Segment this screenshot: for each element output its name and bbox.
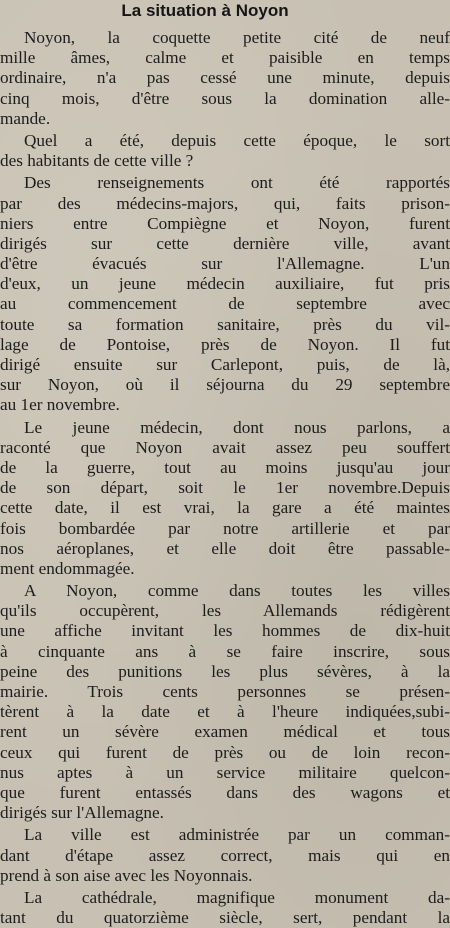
text-line: niers entre Compiègne et Noyon, furent: [0, 213, 450, 233]
text-line: Quel a été, depuis cette époque, le sort: [24, 130, 450, 150]
text-line: Noyon, la coquette petite cité de neuf: [24, 28, 450, 47]
paragraph-1: [0, 28, 450, 129]
text-line: que furent entassés dans des wagons et: [0, 782, 450, 802]
text-line: par des médecins-majors, qui, faits prison-: [0, 193, 450, 213]
text-line: ment endommagée.: [0, 558, 135, 578]
text-line: dant d'étape assez correct, mais qui en: [0, 845, 450, 865]
text-line: à cinquante ans à se faire inscrire, sous: [0, 641, 450, 661]
text-line: mille âmes, calme et paisible en temps: [0, 48, 450, 68]
text-line: A Noyon, comme dans toutes les villes: [24, 581, 450, 601]
paragraph-6: [0, 825, 450, 886]
text-line: ordinaire, n'a pas cessé une minute, depuis: [0, 68, 450, 88]
text-line: au 1er novembre.: [0, 395, 120, 415]
text-line: nus aptes à un service militaire quelcon-: [0, 762, 450, 782]
text-line: tant du quatorzième siècle, sert, pendant la: [0, 908, 450, 928]
text-line: d'être évacués sur l'Allemagne. L'un: [0, 254, 450, 274]
paragraph-2: [0, 131, 450, 171]
text-line: fois bombardée par notre artillerie et par: [0, 518, 450, 538]
text-line: de la guerre, tout au moins jusqu'au jour: [0, 457, 450, 477]
paragraph-7: [0, 888, 450, 928]
text-line: lage de Pontoise, près de Noyon. Il fut: [0, 334, 450, 354]
text-line: qu'ils occupèrent, les Allemands rédigèrent: [0, 601, 450, 621]
text-line: La ville est administrée par un comman-: [24, 825, 450, 845]
text-line: La cathédrale, magnifique monument da-: [24, 887, 450, 907]
text-line: dirigés sur l'Allemagne.: [0, 803, 164, 823]
text-line: une affiche invitant les hommes de dix-huit: [0, 621, 450, 641]
text-line: prend à son aise avec les Noyonnais.: [0, 865, 253, 885]
text-line: raconté que Noyon avait assez peu souffert: [0, 437, 450, 457]
text-line: dirigés sur cette dernière ville, avant: [0, 233, 450, 253]
text-line: rent un sévère examen médical et tous: [0, 722, 450, 742]
text-line: dirigé ensuite sur Carlepont, puis, de là,: [0, 355, 450, 374]
paragraph-3: [0, 173, 450, 415]
text-line: de son départ, soit le 1er novembre.Depuis: [0, 478, 450, 498]
paragraph-5: [0, 581, 450, 823]
text-line: cinq mois, d'être sous la domination alle-: [0, 88, 450, 108]
text-line: ceux qui furent de près ou de loin recon-: [0, 742, 450, 762]
text-line: Le jeune médecin, dont nous parlons, a: [24, 417, 450, 437]
article-body: [0, 28, 450, 928]
text-line: peine des punitions les plus sévères, à la: [0, 661, 450, 681]
text-line: toute sa formation sanitaire, près du vil-: [0, 314, 450, 334]
paragraph-4: [0, 418, 450, 580]
text-line: tèrent à la date et à l'heure indiquées,subi-: [0, 702, 450, 722]
text-line: des habitants de cette ville ?: [0, 151, 194, 171]
text-line: Des renseignements ont été rapportés: [24, 173, 450, 193]
text-line: mande.: [0, 108, 51, 128]
text-line: d'eux, un jeune médecin auxiliaire, fut pris: [0, 274, 450, 294]
text-line: au commencement de septembre avec: [0, 294, 450, 314]
text-line: cette date, il est vrai, la gare a été maintes: [0, 498, 450, 518]
text-line: sur Noyon, où il séjourna du 29 septembre: [0, 375, 450, 395]
text-line: mairie. Trois cents personnes se présen-: [0, 682, 450, 701]
text-line: nos aéroplanes, et elle doit être passable-: [0, 538, 450, 558]
article-title: La situation à Noyon: [121, 1, 289, 20]
